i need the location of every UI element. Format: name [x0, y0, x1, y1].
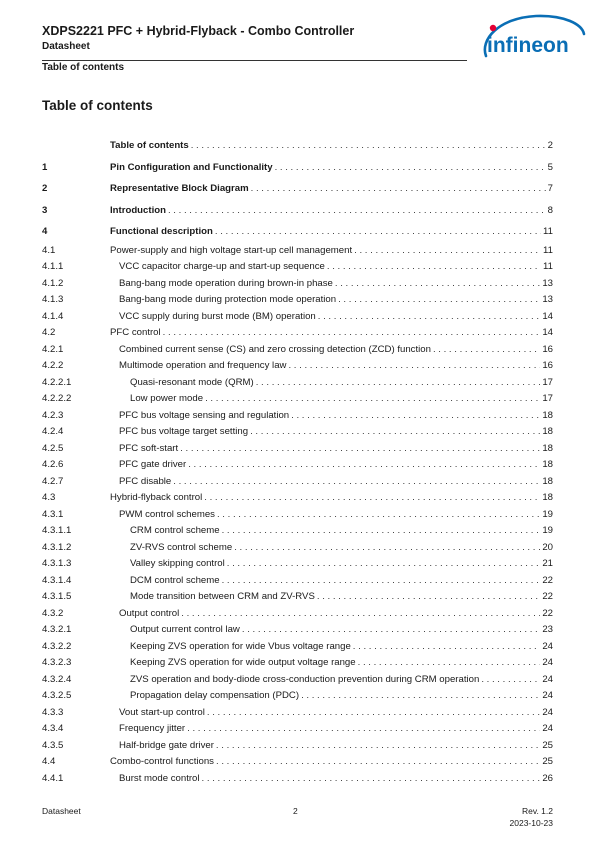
toc-entry[interactable] [42, 556, 553, 573]
toc-entry[interactable] [42, 309, 553, 326]
toc-entry-link[interactable] [130, 375, 553, 392]
toc-entry-link[interactable] [110, 200, 553, 222]
toc-leader-dots [433, 342, 540, 359]
toc-entry-title: Vout start-up control [119, 706, 205, 718]
toc-entry-page: 26 [542, 772, 553, 784]
toc-entry[interactable] [42, 622, 553, 639]
toc-entry-number: 4.3.2 [42, 607, 64, 619]
toc-entry-number: 4.4.1 [42, 772, 64, 784]
toc-entry-link[interactable] [119, 259, 553, 276]
toc-leader-dots [204, 490, 540, 507]
toc-leader-dots [335, 276, 540, 293]
toc-entry-page: 17 [542, 376, 553, 388]
toc-entry-link[interactable] [119, 408, 553, 425]
toc-entry-title: Output control [119, 607, 180, 619]
toc-entry-link[interactable] [110, 325, 553, 342]
footer-page-number: 2 [293, 806, 298, 816]
header-divider [42, 60, 467, 61]
toc-entry-link[interactable] [119, 606, 553, 623]
toc-entry-number: 4.3.5 [42, 739, 64, 751]
toc-entry-title: Output current control law [130, 624, 240, 636]
toc-entry-page: 14 [542, 310, 553, 322]
toc-entry-number: 4.2.2 [42, 360, 64, 372]
toc-entry[interactable] [42, 672, 553, 689]
toc-entry-number: 4.3.1.5 [42, 591, 72, 603]
toc-entry-number: 4.1.2 [42, 277, 64, 289]
toc-entry-title: ZV-RVS control scheme [130, 541, 233, 553]
toc-entry-number: 4.1 [42, 244, 56, 256]
toc-entry-title: Quasi-resonant mode (QRM) [130, 376, 254, 388]
toc-entry-page: 13 [542, 277, 553, 289]
toc-entry-number: 4.1.3 [42, 294, 64, 306]
toc-entry-page: 24 [542, 657, 553, 669]
toc-entry[interactable] [42, 606, 553, 623]
toc-entry[interactable] [42, 178, 553, 200]
toc-entry[interactable] [42, 408, 553, 425]
toc-leader-dots [242, 622, 540, 639]
toc-entry[interactable] [42, 721, 553, 738]
toc-entry-title: Keeping ZVS operation for wide Vbus voltage range [130, 640, 351, 652]
toc-entry[interactable] [42, 523, 553, 540]
toc-entry-link[interactable] [130, 523, 553, 540]
toc-entry-page: 17 [542, 393, 553, 405]
toc-entry-title: VCC capacitor charge-up and start-up sequence [119, 261, 325, 273]
toc-entry-number: 3 [42, 204, 48, 216]
toc-entry-number: 4.3.2.1 [42, 624, 72, 636]
toc-leader-dots [353, 639, 541, 656]
toc-entry-page: 23 [542, 624, 553, 636]
toc-leader-dots [222, 573, 541, 590]
toc-entry-page: 22 [542, 607, 553, 619]
toc-entry[interactable] [42, 540, 553, 557]
toc-entry-title: PFC disable [119, 475, 172, 487]
toc-entry-title: Burst mode control [119, 772, 200, 784]
toc-entry-number: 4.2.2.1 [42, 376, 72, 388]
toc-entry-title: Pin Configuration and Functionality [110, 161, 273, 173]
toc-entry-number: 4.3.1.4 [42, 574, 72, 586]
toc-entry-number: 4.3.1.1 [42, 525, 72, 537]
toc-entry-number: 4.2.2.2 [42, 393, 72, 405]
toc-leader-dots [358, 655, 541, 672]
toc-entry-number: 4.3.1.2 [42, 541, 72, 553]
footer-revision [510, 806, 553, 829]
toc-entry-title: DCM control scheme [130, 574, 220, 586]
document-type: Datasheet [42, 41, 90, 52]
toc-entry-page: 24 [542, 640, 553, 652]
toc-entry-number: 4.3.1 [42, 508, 64, 520]
toc-entry-title: Representative Block Diagram [110, 183, 249, 195]
toc-entry-link[interactable] [110, 135, 553, 157]
logo-dot [490, 25, 496, 31]
toc-entry-title: Multimode operation and frequency law [119, 360, 287, 372]
toc-entry[interactable] [42, 688, 553, 705]
toc-entry-title: Bang-bang mode operation during brown-in phase [119, 277, 333, 289]
toc-entry-link[interactable] [110, 178, 553, 200]
toc-entry-link[interactable] [119, 441, 553, 458]
toc-entry-number: 1 [42, 161, 48, 173]
toc-entry-page: 20 [542, 541, 553, 553]
toc-entry-page: 19 [542, 508, 553, 520]
toc-entry-page: 18 [542, 459, 553, 471]
toc-entry-page: 25 [542, 756, 553, 768]
toc-entry-number: 4.2.6 [42, 459, 64, 471]
toc-entry[interactable] [42, 771, 553, 788]
toc-entry-page: 18 [542, 442, 553, 454]
toc-leader-dots [234, 540, 540, 557]
toc-leader-dots [215, 221, 541, 243]
toc-entry-number: 4.4 [42, 756, 56, 768]
toc-entry-link[interactable] [130, 589, 553, 606]
toc-entry[interactable] [42, 375, 553, 392]
toc-entry-link[interactable] [110, 490, 553, 507]
toc-entry[interactable] [42, 221, 553, 243]
toc-entry[interactable] [42, 490, 553, 507]
toc-entry-title: PFC control [110, 327, 161, 339]
toc-entry[interactable] [42, 474, 553, 491]
toc-entry-number: 4.1.1 [42, 261, 64, 273]
toc-leader-dots [163, 325, 541, 342]
toc-entry-title: Propagation delay compensation (PDC) [130, 690, 300, 702]
toc-entry-page: 18 [542, 492, 553, 504]
footer-doc-type: Datasheet [42, 806, 81, 816]
toc-entry[interactable] [42, 441, 553, 458]
toc-entry-title: Bang-bang mode during protection mode operation [119, 294, 337, 306]
toc-leader-dots [317, 589, 540, 606]
toc-entry[interactable] [42, 507, 553, 524]
toc-leader-dots [191, 135, 546, 157]
toc-entry-title: Low power mode [130, 393, 204, 405]
toc-entry-number: 4.3.3 [42, 706, 64, 718]
toc-entry-page: 18 [542, 409, 553, 421]
toc-entry-number: 4.1.4 [42, 310, 64, 322]
logo-text: infineon [487, 34, 569, 57]
toc-entry-page: 16 [542, 360, 553, 372]
toc-entry-page: 25 [542, 739, 553, 751]
toc-entry-title: Table of contents [110, 140, 189, 151]
toc-entry-number: 4.2.3 [42, 409, 64, 421]
toc-leader-dots [188, 457, 540, 474]
toc-entry-number: 4.3.2.4 [42, 673, 72, 685]
toc-entry-title: Power-supply and high voltage start-up cell management [110, 244, 353, 256]
toc-entry-link[interactable] [119, 457, 553, 474]
toc-entry-page: 5 [547, 161, 553, 173]
table-of-contents [42, 135, 553, 787]
toc-entry[interactable] [42, 738, 553, 755]
toc-entry[interactable] [42, 424, 553, 441]
toc-entry-link[interactable] [119, 507, 553, 524]
toc-entry[interactable] [42, 589, 553, 606]
toc-entry-page: 18 [542, 475, 553, 487]
toc-leader-dots [481, 672, 540, 689]
infineon-logo [478, 12, 588, 62]
toc-entry-page: 24 [542, 690, 553, 702]
toc-entry-link[interactable] [130, 672, 553, 689]
toc-entry[interactable] [42, 243, 553, 260]
toc-entry-title: Hybrid-flyback control [110, 492, 203, 504]
toc-entry-title: PFC gate driver [119, 459, 187, 471]
toc-entry-link[interactable] [130, 688, 553, 705]
toc-leader-dots [354, 243, 541, 260]
toc-entry-page: 2 [547, 140, 553, 151]
toc-leader-dots [181, 606, 540, 623]
toc-entry-number: 4.2.1 [42, 343, 64, 355]
toc-entry-link[interactable] [119, 424, 553, 441]
toc-entry-link[interactable] [119, 474, 553, 491]
toc-entry-link[interactable] [130, 391, 553, 408]
toc-entry[interactable] [42, 135, 553, 157]
toc-entry-link[interactable] [130, 540, 553, 557]
toc-entry-title: Half-bridge gate driver [119, 739, 214, 751]
toc-leader-dots [251, 178, 546, 200]
running-section-title: Table of contents [42, 62, 125, 73]
toc-entry-title: Frequency jitter [119, 723, 186, 735]
toc-entry-link[interactable] [119, 705, 553, 722]
toc-entry-number: 4.3.4 [42, 723, 64, 735]
toc-leader-dots [291, 408, 540, 425]
toc-entry-title: Mode transition between CRM and ZV-RVS [130, 591, 315, 603]
toc-leader-dots [338, 292, 540, 309]
toc-entry-link[interactable] [119, 738, 553, 755]
toc-entry-page: 14 [542, 327, 553, 339]
toc-leader-dots [187, 721, 540, 738]
toc-entry[interactable] [42, 639, 553, 656]
toc-entry[interactable] [42, 200, 553, 222]
toc-leader-dots [256, 375, 541, 392]
footer-date: 2023-10-23 [509, 817, 553, 828]
toc-entry-title: Valley skipping control [130, 558, 225, 570]
toc-leader-dots [250, 424, 540, 441]
toc-entry-number: 4.2.7 [42, 475, 64, 487]
toc-entry-link[interactable] [110, 157, 553, 179]
toc-entry-page: 21 [542, 558, 553, 570]
toc-entry-link[interactable] [130, 573, 553, 590]
toc-entry[interactable] [42, 342, 553, 359]
toc-entry[interactable] [42, 358, 553, 375]
toc-entry-page: 11 [543, 226, 553, 238]
toc-entry-page: 13 [542, 294, 553, 306]
toc-leader-dots [288, 358, 540, 375]
toc-entry-number: 2 [42, 183, 48, 195]
toc-entry-title: PFC bus voltage target setting [119, 426, 249, 438]
toc-leader-dots [216, 754, 540, 771]
toc-entry[interactable] [42, 573, 553, 590]
toc-entry-title: Keeping ZVS operation for wide output voltage range [130, 657, 356, 669]
toc-entry[interactable] [42, 276, 553, 293]
toc-entry-title: Combo-control functions [110, 756, 214, 768]
toc-entry-title: VCC supply during burst mode (BM) operation [119, 310, 316, 322]
toc-entry[interactable] [42, 325, 553, 342]
toc-entry-page: 7 [547, 183, 553, 195]
toc-entry-page: 16 [542, 343, 553, 355]
toc-entry-title: Functional description [110, 226, 213, 238]
toc-entry-link[interactable] [119, 309, 553, 326]
toc-leader-dots [217, 507, 540, 524]
toc-entry-number: 4.2.5 [42, 442, 64, 454]
toc-entry-number: 4 [42, 226, 48, 238]
toc-entry-title: Introduction [110, 204, 166, 216]
toc-entry-link[interactable] [130, 622, 553, 639]
toc-leader-dots [216, 738, 540, 755]
toc-entry-page: 22 [542, 574, 553, 586]
toc-entry-number: 4.3.1.3 [42, 558, 72, 570]
toc-entry-link[interactable] [110, 221, 553, 243]
toc-leader-dots [168, 200, 546, 222]
footer-rev: Rev. 1.2 [521, 806, 553, 816]
toc-entry-page: 18 [542, 426, 553, 438]
toc-entry-link[interactable] [130, 655, 553, 672]
toc-entry[interactable] [42, 292, 553, 309]
toc-leader-dots [275, 157, 546, 179]
toc-entry[interactable] [42, 655, 553, 672]
toc-entry-page: 24 [542, 673, 553, 685]
toc-entry-link[interactable] [130, 556, 553, 573]
toc-entry-link[interactable] [119, 342, 553, 359]
toc-entry-page: 11 [543, 261, 553, 273]
toc-leader-dots [227, 556, 541, 573]
toc-entry-number: 4.3.2.5 [42, 690, 72, 702]
toc-entry-page: 22 [542, 591, 553, 603]
toc-leader-dots [327, 259, 541, 276]
toc-entry-number: 4.3.2.3 [42, 657, 72, 669]
toc-entry-title: Combined current sense (CS) and zero crossing detection (ZCD) function [119, 343, 431, 355]
toc-entry-title: CRM control scheme [130, 525, 220, 537]
toc-leader-dots [173, 474, 540, 491]
toc-entry[interactable] [42, 705, 553, 722]
toc-leader-dots [205, 391, 540, 408]
toc-entry-link[interactable] [130, 639, 553, 656]
toc-entry-page: 11 [543, 244, 553, 256]
toc-entry-page: 8 [547, 204, 553, 216]
toc-leader-dots [202, 771, 541, 788]
toc-leader-dots [301, 688, 540, 705]
toc-leader-dots [207, 705, 540, 722]
toc-entry[interactable] [42, 391, 553, 408]
toc-entry-page: 24 [542, 706, 553, 718]
toc-entry-title: PFC soft-start [119, 442, 179, 454]
toc-entry-link[interactable] [119, 721, 553, 738]
toc-entry[interactable] [42, 157, 553, 179]
toc-entry-link[interactable] [110, 243, 553, 260]
toc-entry-title: ZVS operation and body-diode cross-conduction prevention during CRM operation [130, 673, 480, 685]
toc-entry-number: 4.3 [42, 492, 56, 504]
toc-entry-number: 4.2.4 [42, 426, 64, 438]
toc-entry[interactable] [42, 754, 553, 771]
toc-entry-link[interactable] [110, 754, 553, 771]
toc-entry-page: 19 [542, 525, 553, 537]
toc-entry-link[interactable] [119, 276, 553, 293]
toc-entry-link[interactable] [119, 292, 553, 309]
toc-entry-link[interactable] [119, 358, 553, 375]
toc-leader-dots [180, 441, 540, 458]
toc-entry-number: 4.2 [42, 327, 56, 339]
toc-entry-link[interactable] [119, 771, 553, 788]
toc-entry-title: PFC bus voltage sensing and regulation [119, 409, 290, 421]
toc-entry[interactable] [42, 457, 553, 474]
document-title: XDPS2221 PFC + Hybrid-Flyback - Combo Controller [42, 24, 355, 38]
page-title: Table of contents [42, 98, 153, 113]
toc-leader-dots [318, 309, 541, 326]
toc-entry[interactable] [42, 259, 553, 276]
toc-entry-number: 4.3.2.2 [42, 640, 72, 652]
toc-entry-page: 24 [542, 723, 553, 735]
toc-leader-dots [222, 523, 541, 540]
toc-entry-title: PWM control schemes [119, 508, 215, 520]
